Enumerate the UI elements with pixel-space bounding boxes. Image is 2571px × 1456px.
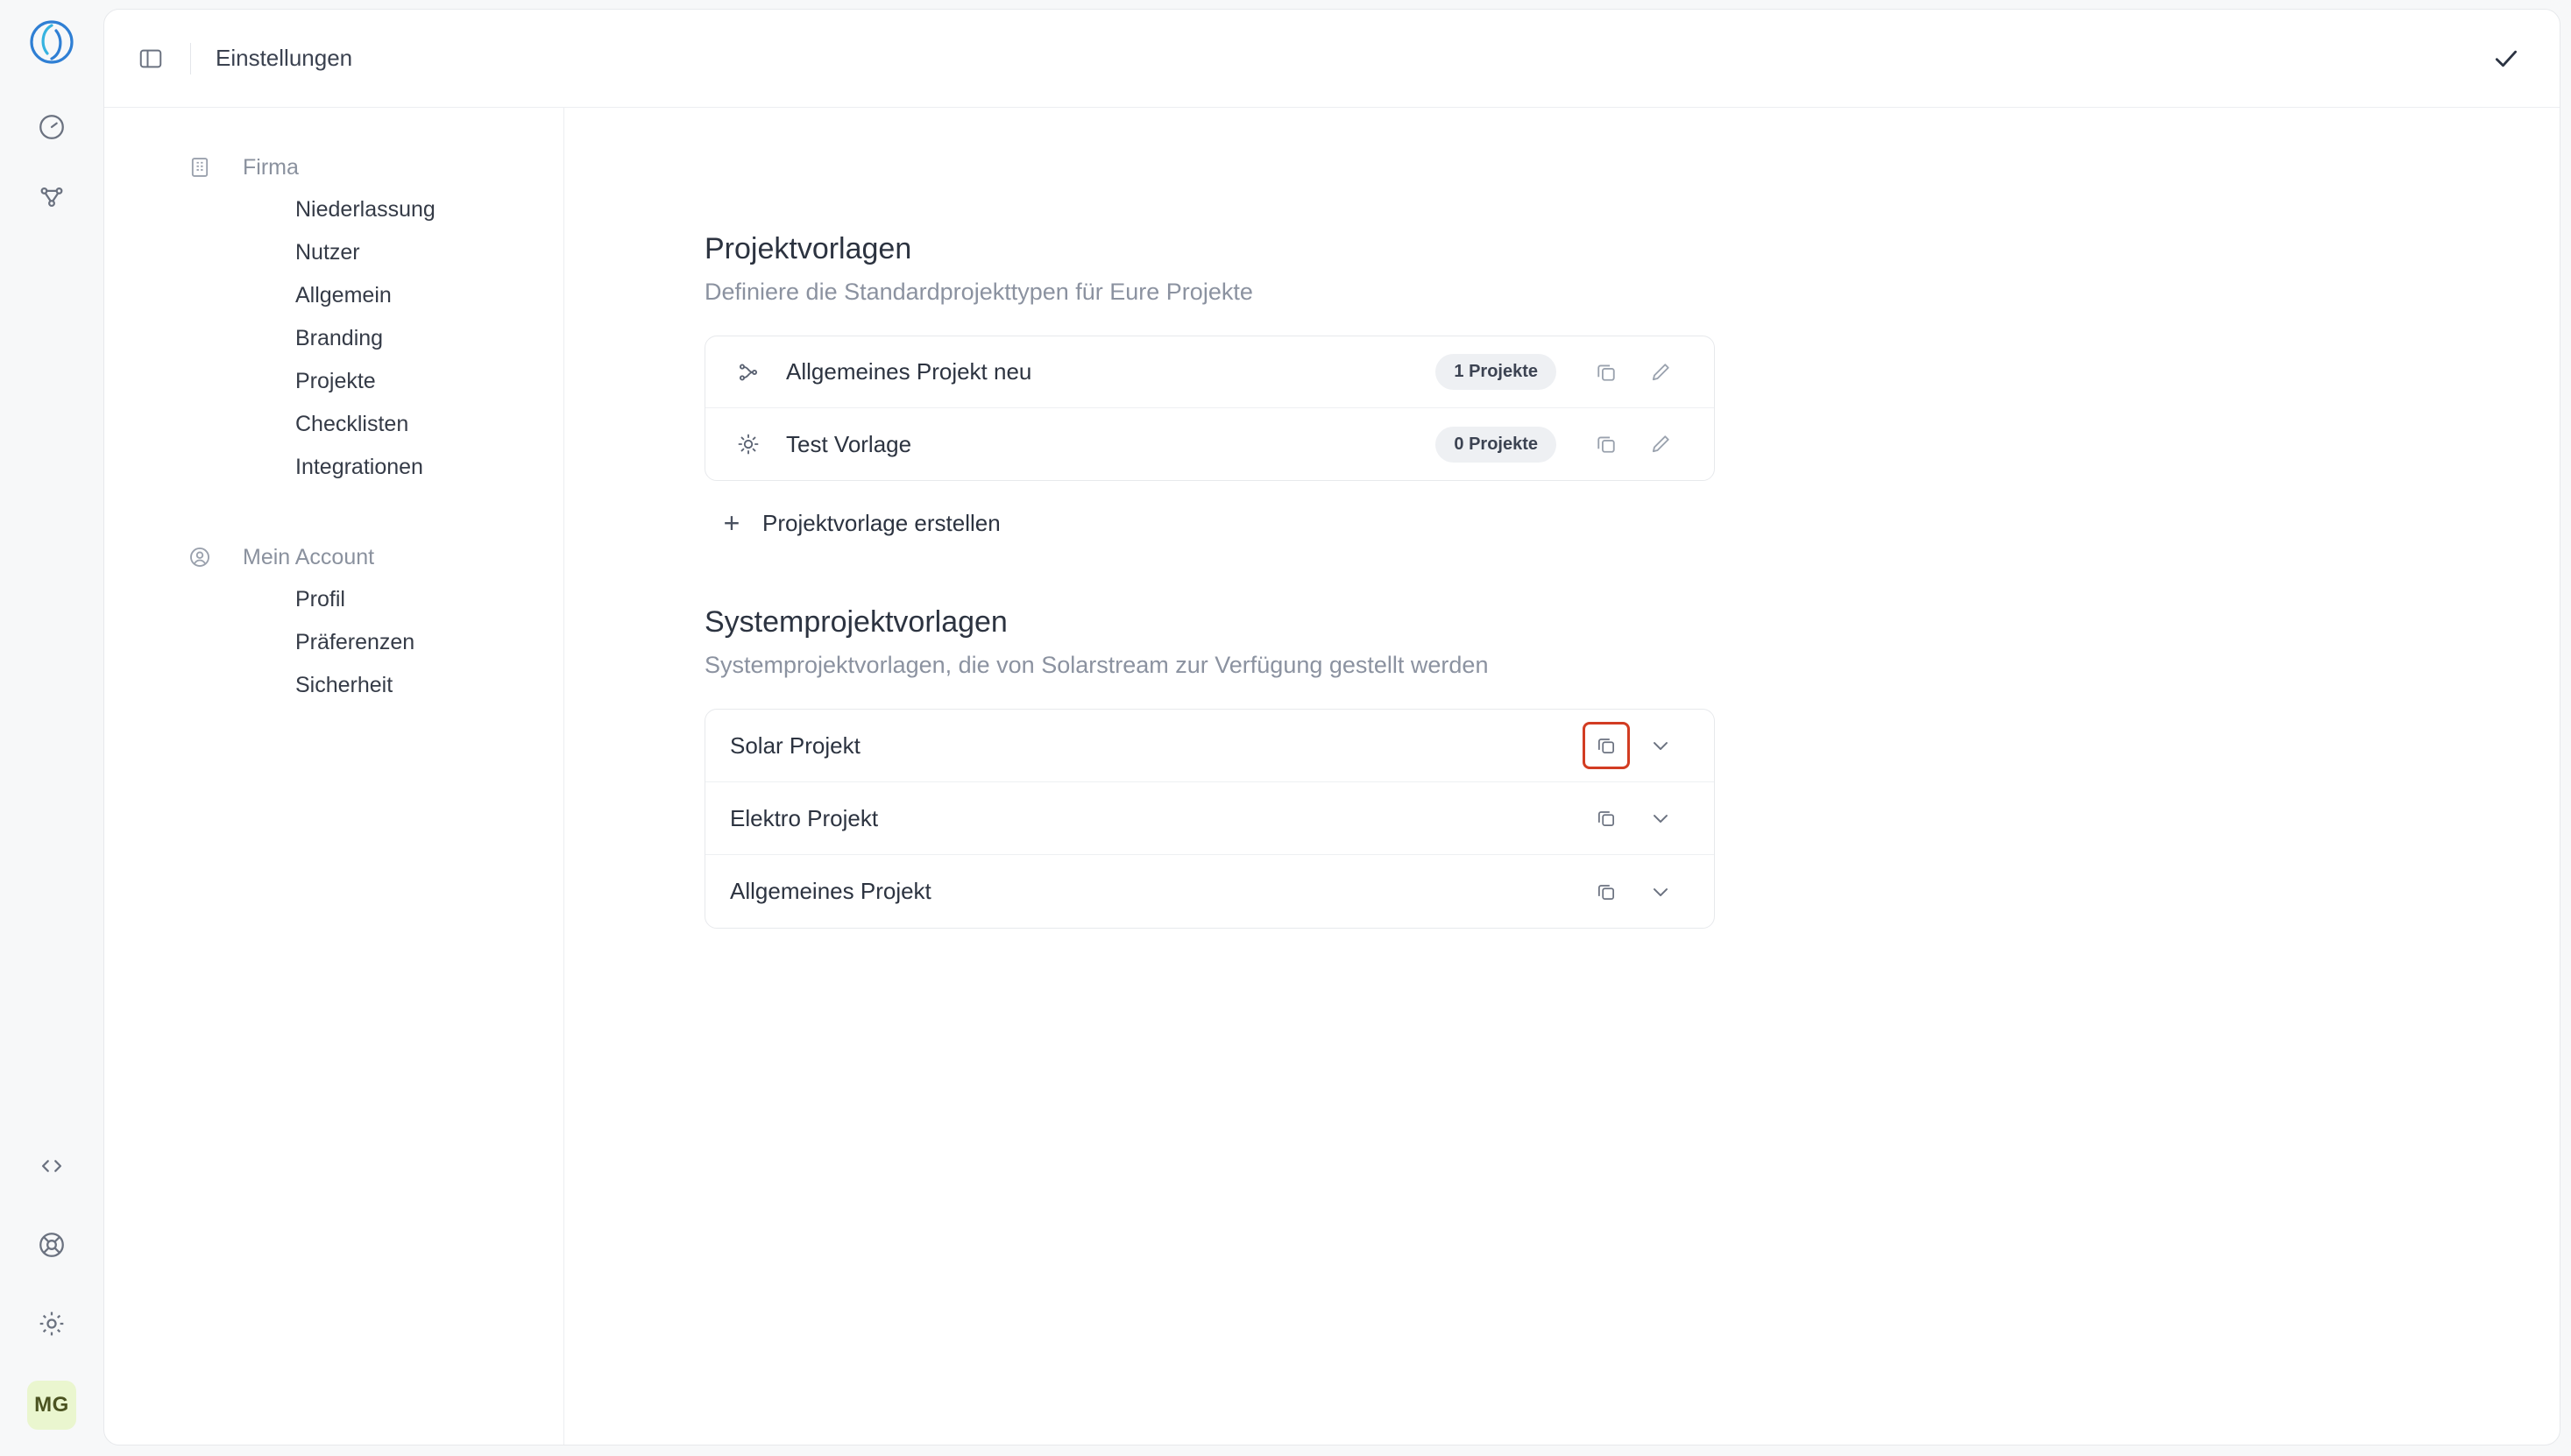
copy-icon[interactable] <box>1583 349 1630 396</box>
sidebar-item-projekte[interactable] <box>104 360 563 403</box>
copy-icon[interactable] <box>1583 421 1630 468</box>
content-spacer <box>705 558 2560 605</box>
lifebuoy-icon[interactable] <box>30 1223 74 1267</box>
sidebar-item-label: Nutzer <box>295 240 360 265</box>
nav-group-mein-account <box>104 536 563 578</box>
table-row[interactable] <box>705 782 1714 855</box>
sidebar-item-praeferenzen[interactable] <box>104 621 563 664</box>
gauge-icon[interactable] <box>30 105 74 149</box>
table-row[interactable] <box>705 408 1714 480</box>
project-templates-list <box>705 336 1715 481</box>
card-body <box>104 108 2560 1445</box>
top-bar-divider <box>190 43 191 74</box>
avatar[interactable]: MG <box>27 1381 76 1430</box>
nav-group-firma <box>104 146 563 188</box>
sidebar-item-nutzer[interactable] <box>104 231 563 274</box>
nav-group-label: Mein Account <box>243 544 375 569</box>
sidebar-item-sicherheit[interactable] <box>104 664 563 707</box>
user-circle-icon <box>185 542 215 572</box>
sidebar-item-checklisten[interactable] <box>104 403 563 446</box>
chevron-down-icon[interactable] <box>1637 722 1684 769</box>
system-templates-subtitle: Systemprojektvorlagen, die von Solarstream zur Verfügung gestellt werden <box>705 652 1489 678</box>
sidebar-item-branding[interactable] <box>104 317 563 360</box>
gear-icon[interactable] <box>30 1302 74 1346</box>
workflow-icon[interactable] <box>30 175 74 219</box>
status-badge: 1 Projekte <box>1435 354 1556 390</box>
sidebar-item-profil[interactable] <box>104 578 563 621</box>
sun-icon <box>730 426 767 463</box>
chevron-down-icon[interactable] <box>1637 795 1684 842</box>
sidebar-item-label: Branding <box>295 326 384 350</box>
system-templates-title: Systemprojektvorlagen <box>705 605 1008 639</box>
system-templates-list <box>705 709 1715 929</box>
system-template-name: Solar Projekt <box>730 732 861 759</box>
sidebar-item-label: Niederlassung <box>295 197 436 222</box>
main-card <box>103 9 2560 1445</box>
plus-icon: + <box>723 507 740 539</box>
create-template-button[interactable] <box>705 488 2560 558</box>
system-template-name: Allgemeines Projekt <box>730 878 931 904</box>
sidebar-item-allgemein[interactable] <box>104 274 563 317</box>
left-icon-rail <box>0 0 103 1456</box>
table-row[interactable] <box>705 336 1714 408</box>
page-title: Einstellungen <box>216 45 353 71</box>
copy-icon[interactable] <box>1583 795 1630 842</box>
building-icon <box>185 152 215 182</box>
template-name: Allgemeines Projekt neu <box>786 358 1032 385</box>
app-logo-icon[interactable] <box>29 19 74 65</box>
settings-content <box>564 108 2560 1445</box>
system-template-name: Elektro Projekt <box>730 804 879 831</box>
settings-nav <box>104 108 564 1445</box>
sidebar-item-label: Integrationen <box>295 455 423 479</box>
code-icon[interactable] <box>30 1144 74 1188</box>
copy-icon[interactable] <box>1583 868 1630 915</box>
sidebar-item-label: Profil <box>295 587 345 611</box>
sidebar-item-integrationen[interactable] <box>104 446 563 489</box>
pencil-icon[interactable] <box>1637 349 1684 396</box>
create-template-label: Projektvorlage erstellen <box>762 509 1001 536</box>
status-badge: 0 Projekte <box>1435 427 1556 463</box>
nav-group-label: Firma <box>243 154 299 180</box>
check-icon[interactable] <box>2484 37 2528 81</box>
table-row[interactable] <box>705 710 1714 782</box>
sidebar-toggle-icon[interactable] <box>127 35 174 82</box>
sidebar-item-label: Präferenzen <box>295 630 415 654</box>
sidebar-item-label: Sicherheit <box>295 673 393 697</box>
copy-icon[interactable] <box>1583 722 1630 769</box>
project-templates-subtitle: Definiere die Standardprojekttypen für Eure Projekte <box>705 279 1253 305</box>
flow-icon <box>730 354 767 391</box>
sidebar-item-niederlassung[interactable] <box>104 188 563 231</box>
nav-spacer <box>104 489 563 536</box>
top-bar <box>104 10 2560 108</box>
template-name: Test Vorlage <box>786 430 912 457</box>
chevron-down-icon[interactable] <box>1637 868 1684 915</box>
sidebar-item-label: Projekte <box>295 369 376 393</box>
project-templates-title: Projektvorlagen <box>705 232 912 265</box>
pencil-icon[interactable] <box>1637 421 1684 468</box>
sidebar-item-label: Allgemein <box>295 283 392 307</box>
rail-bottom-group <box>0 1144 103 1430</box>
sidebar-item-label: Checklisten <box>295 412 409 436</box>
table-row[interactable] <box>705 855 1714 928</box>
